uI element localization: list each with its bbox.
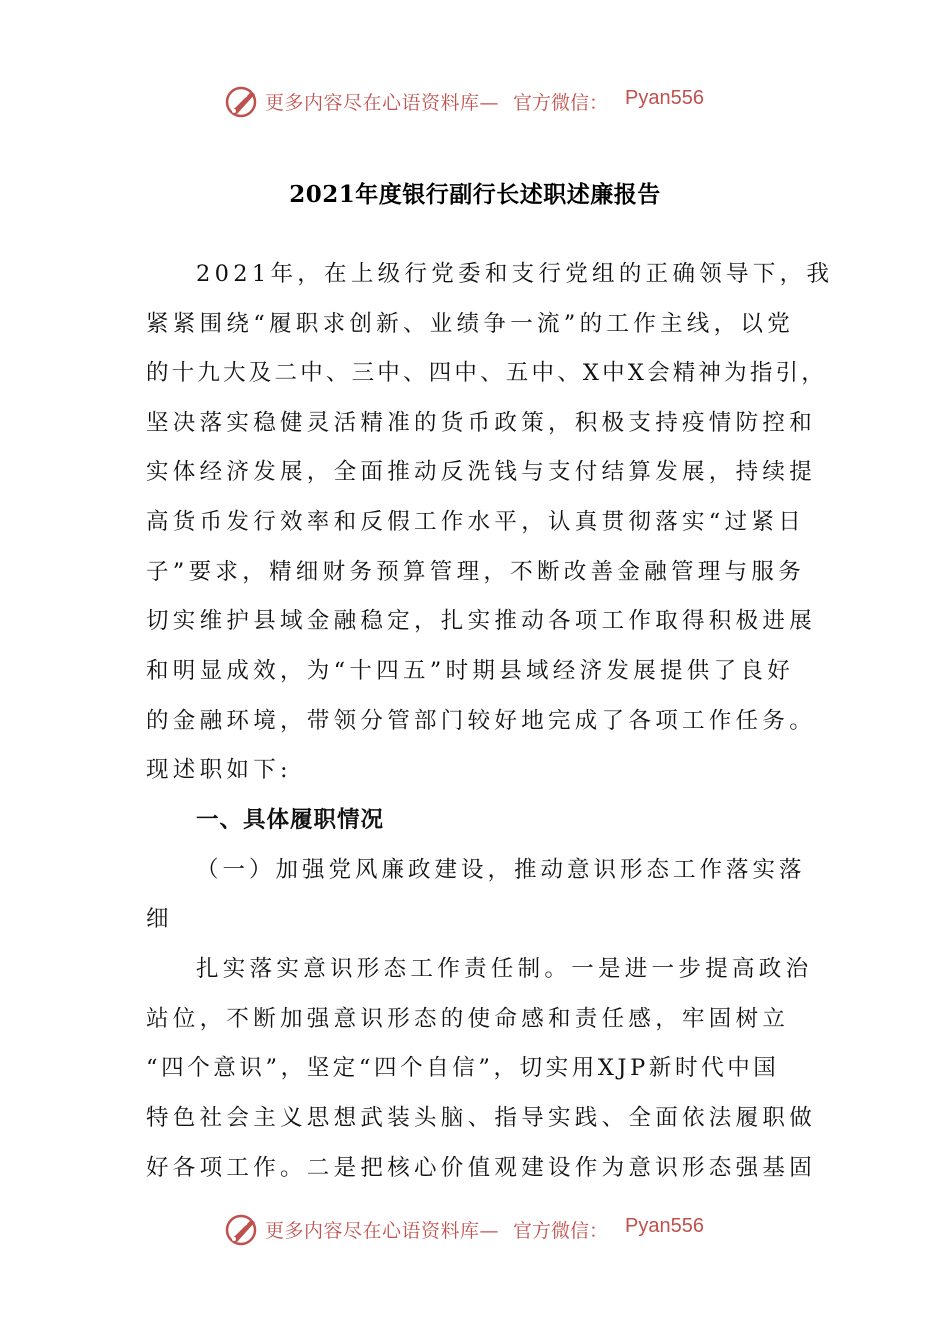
body-line: 现述职如下: <box>146 757 292 783</box>
banner-wechat-label: 官方微信： <box>513 1220 609 1242</box>
body-line: 的金融环境，带领分管部门较好地完成了各项工作任务。 <box>146 708 817 734</box>
footer-banner <box>225 1210 745 1250</box>
header-banner <box>225 82 745 122</box>
subsection-heading: （一）加强党风廉政建设，推动意识形态工作落实落 <box>196 857 806 883</box>
banner-wechat-label: 官方微信： <box>513 92 609 114</box>
document-title: 2021年度银行副行长述职述廉报告 <box>289 181 661 208</box>
body-line: 和明显成效，为“十四五”时期县域经济发展提供了良好 <box>146 658 795 684</box>
body-line: 特色社会主义思想武装头脑、指导实践、全面依法履职做 <box>146 1105 817 1131</box>
body-line: 2021年，在上级行党委和支行党组的正确领导下，我 <box>196 261 834 287</box>
banner-wechat-id: Pyan556 <box>625 1215 704 1237</box>
body-line: 高货币发行效率和反假工作水平，认真贯彻落实“过紧日 <box>146 509 806 535</box>
section-heading: 一、具体履职情况 <box>196 807 385 833</box>
body-line: “四个意识”，坚定“四个自信”，切实用XJP新时代中国 <box>146 1055 780 1081</box>
pen-logo-icon <box>225 84 261 120</box>
body-line: 扎实落实意识形态工作责任制。一是进一步提高政治 <box>196 956 813 982</box>
body-line: 站位，不断加强意识形态的使命感和责任感，牢固树立 <box>146 1006 790 1032</box>
body-line: 子”要求，精细财务预算管理，不断改善金融管理与服务 <box>146 559 806 585</box>
body-line: 的十九大及二中、三中、四中、五中、X中X会精神为指引， <box>146 360 827 386</box>
body-line: 切实维护县域金融稳定，扎实推动各项工作取得积极进展 <box>146 608 817 634</box>
body-line: 好各项工作。二是把核心价值观建设作为意识形态强基固 <box>146 1155 817 1181</box>
body-line: 实体经济发展，全面推动反洗钱与支付结算发展，持续提 <box>146 459 817 485</box>
pen-logo-icon <box>225 1212 261 1248</box>
banner-brand-text: 更多内容尽在心语资料库— <box>265 92 500 114</box>
body-line: 紧紧围绕“履职求创新、业绩争一流”的工作主线，以党 <box>146 311 795 337</box>
banner-wechat-id: Pyan556 <box>625 87 704 109</box>
banner-brand-text: 更多内容尽在心语资料库— <box>265 1220 500 1242</box>
body-line: 坚决落实稳健灵活精准的货币政策，积极支持疫情防控和 <box>146 410 817 436</box>
body-line: 细 <box>146 906 173 932</box>
